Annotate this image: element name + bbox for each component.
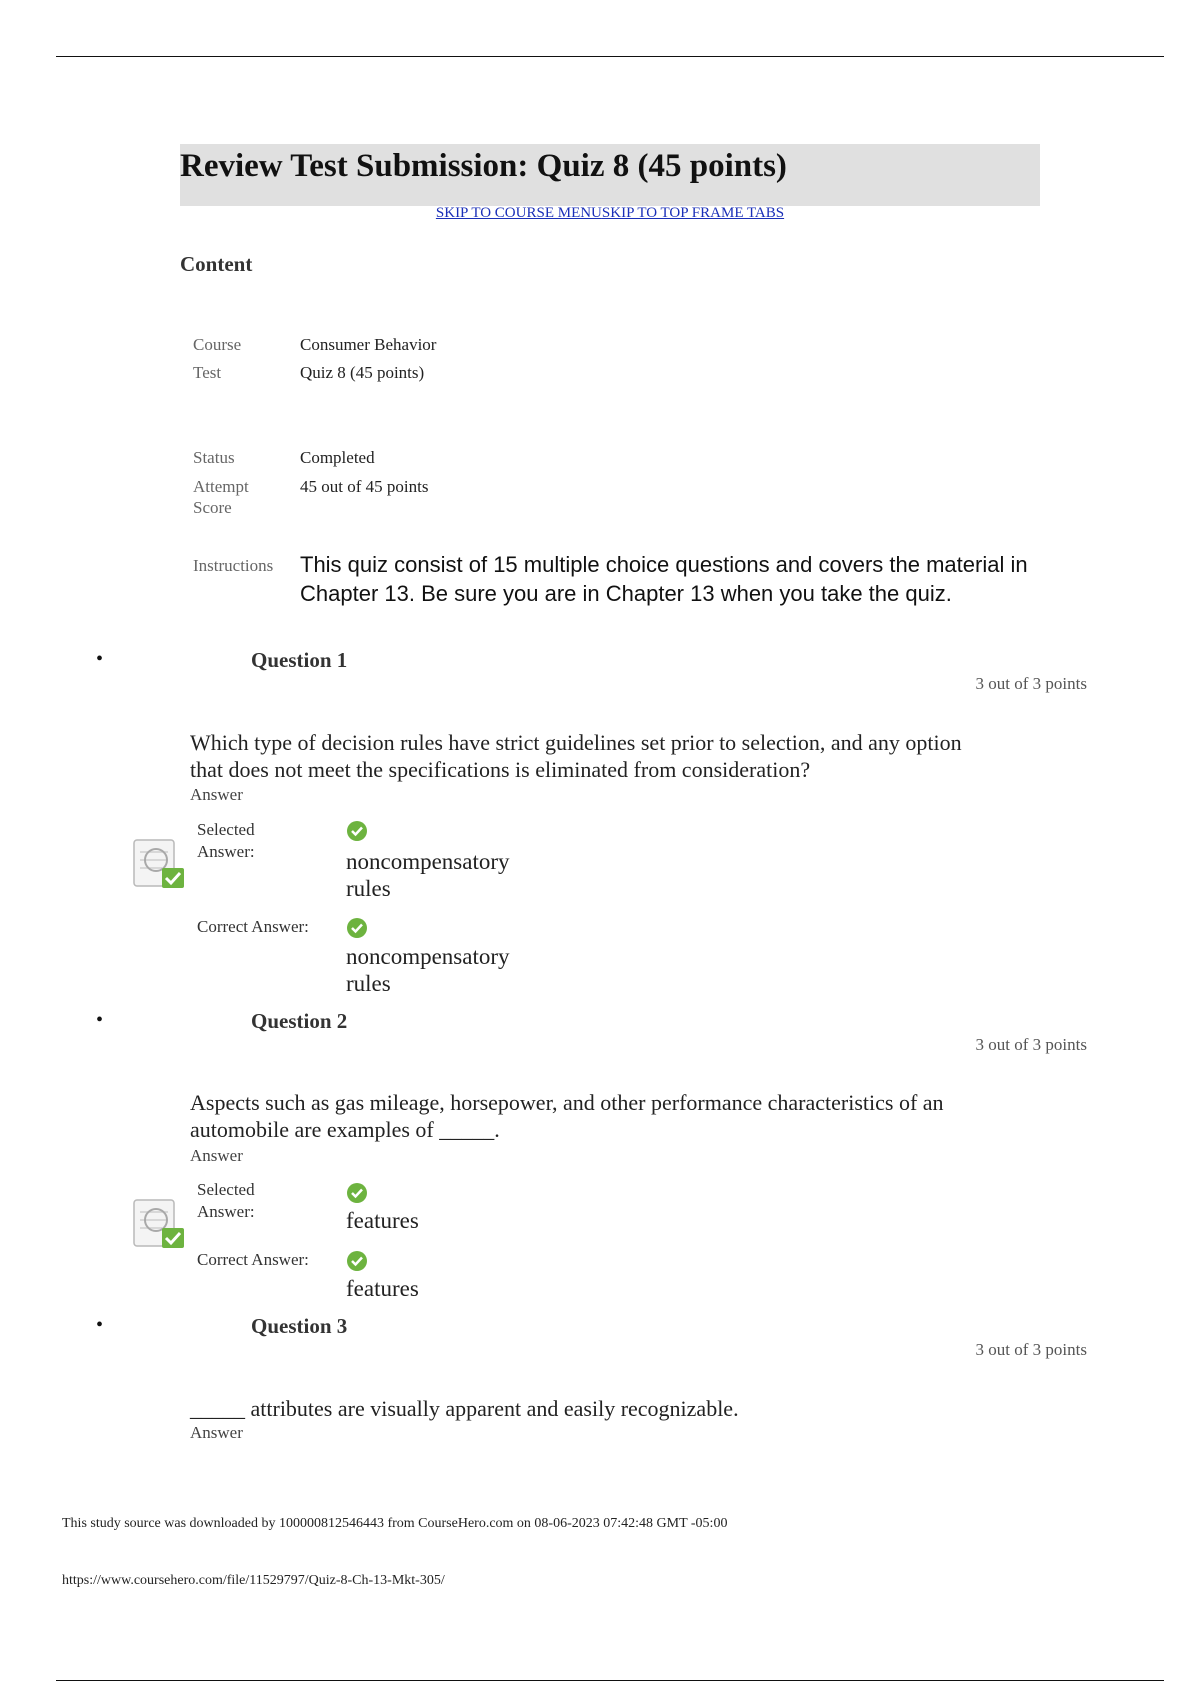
- source-note: This study source was downloaded by 100000812546443 from CourseHero.com on 08-06-2023 07:42:48 GMT -05:00: [62, 1516, 728, 1531]
- source-url[interactable]: https://www.coursehero.com/file/11529797/Quiz-8-Ch-13-Mkt-305/: [62, 1573, 445, 1588]
- question-1-selected-answer: noncompensatory rules: [346, 849, 510, 901]
- content-heading: Content: [180, 252, 253, 276]
- question-1-correct-label: Correct Answer:: [197, 917, 309, 936]
- question-2-answer-label: Answer: [190, 1146, 243, 1165]
- question-2-correct-answer: features: [346, 1276, 419, 1301]
- question-2-bullet: •: [96, 1009, 104, 1031]
- score-label: Score: [193, 498, 232, 517]
- test-value: Quiz 8 (45 points): [300, 363, 425, 382]
- question-1-text: Which type of decision rules have strict guidelines set prior to selection, and any option that does not meet the specifications is eliminated from consideration?: [190, 730, 962, 782]
- question-2-points: 3 out of 3 points: [975, 1035, 1087, 1054]
- bottom-rule: [56, 1680, 1164, 1681]
- graded-answer-icon: [132, 836, 188, 892]
- question-1-selected-label: Selected Answer:: [197, 820, 255, 861]
- attempt-label: Attempt: [193, 477, 249, 496]
- graded-answer-icon: [132, 1196, 188, 1252]
- question-3-answer-label: Answer: [190, 1423, 243, 1442]
- status-value: Completed: [300, 448, 375, 467]
- test-label: Test: [193, 363, 222, 382]
- instructions-label: Instructions: [193, 556, 274, 575]
- question-1-title: Question 1: [251, 648, 348, 672]
- question-3-bullet: •: [96, 1314, 104, 1336]
- top-rule: [56, 56, 1164, 57]
- question-3-title: Question 3: [251, 1314, 348, 1338]
- question-1-bullet: •: [96, 648, 104, 670]
- question-1-points: 3 out of 3 points: [975, 674, 1087, 693]
- skip-links: [0, 205, 1200, 222]
- check-circle-icon: [346, 917, 368, 939]
- status-label: Status: [193, 448, 235, 467]
- question-3-text: _____ attributes are visually apparent and easily recognizable.: [190, 1396, 739, 1421]
- question-1-answer-label: Answer: [190, 785, 243, 804]
- course-label: Course: [193, 335, 242, 354]
- check-circle-icon: [346, 820, 368, 842]
- question-1-correct-answer: noncompensatory rules: [346, 944, 510, 996]
- course-value: Consumer Behavior: [300, 335, 437, 354]
- question-2-selected-label: Selected Answer:: [197, 1180, 255, 1221]
- check-circle-icon: [346, 1250, 368, 1272]
- check-circle-icon: [346, 1182, 368, 1204]
- question-3-points: 3 out of 3 points: [975, 1340, 1087, 1359]
- page-title: Review Test Submission: Quiz 8 (45 points): [180, 148, 787, 184]
- question-2-text: Aspects such as gas mileage, horsepower, and other performance characteristics of an automobile are examples of _____.: [190, 1090, 944, 1142]
- instructions-text: This quiz consist of 15 multiple choice questions and covers the material in Chapter 13. Be sure you are in Chapter 13 when you take the quiz.: [300, 552, 1028, 606]
- question-2-correct-label: Correct Answer:: [197, 1250, 309, 1269]
- question-2-title: Question 2: [251, 1009, 348, 1033]
- question-2-selected-answer: features: [346, 1208, 419, 1233]
- skip-to-top-frame-tabs-link[interactable]: SKIP TO TOP FRAME TABS: [601, 205, 785, 221]
- attempt-score-value: 45 out of 45 points: [300, 477, 429, 496]
- skip-to-course-menu-link[interactable]: SKIP TO COURSE MENU: [435, 205, 602, 221]
